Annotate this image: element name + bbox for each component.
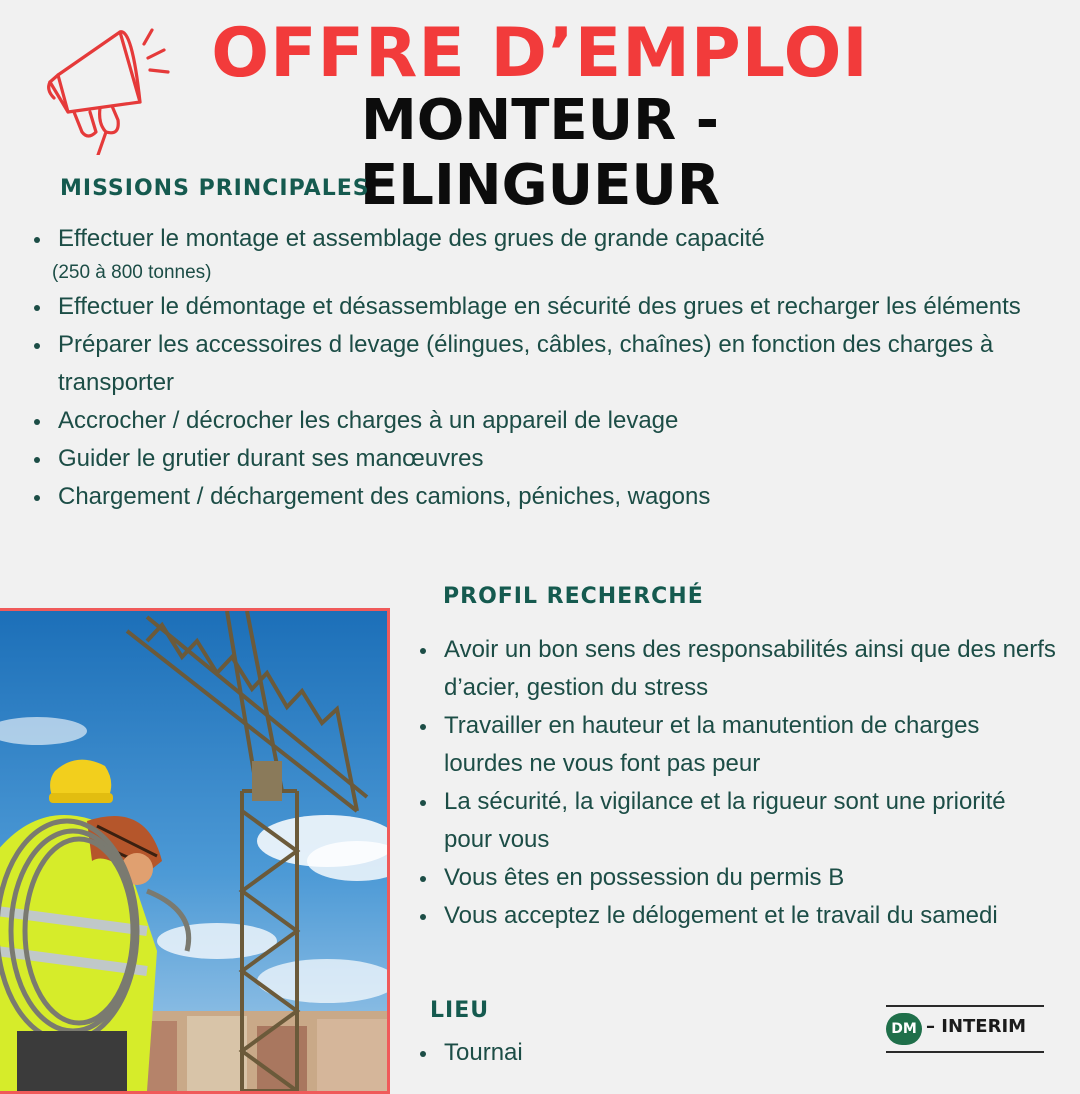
logo-name: – INTERIM <box>926 1016 1027 1037</box>
profil-item-text: Avoir un bon sens des responsabilités ainsi que des nerfs d’acier, gestion du stress <box>444 636 1056 701</box>
logo-badge: DM <box>886 1013 922 1045</box>
list-item <box>32 402 1032 440</box>
profil-item-text: Vous acceptez le délogement et le travail du samedi <box>444 902 998 929</box>
missions-list <box>32 220 1032 516</box>
job-position-title: MONTEUR - ELINGUEUR <box>360 88 720 218</box>
mission-item-text: Effectuer le démontage et désassemblage en sécurité des grues et recharger les éléments <box>58 293 1021 320</box>
list-item <box>32 478 1032 516</box>
profil-item-text: Vous êtes en possession du permis B <box>444 864 845 891</box>
job-offer-title: OFFRE D’EMPLOI <box>211 14 869 93</box>
list-item <box>418 783 1058 859</box>
profil-item-text: La sécurité, la vigilance et la rigueur sont une priorité pour vous <box>444 788 1006 853</box>
profil-list <box>418 631 1058 935</box>
logo-divider-top <box>886 1005 1044 1007</box>
mission-item-text: Chargement / déchargement des camions, péniches, wagons <box>58 483 711 510</box>
list-item <box>418 1034 718 1072</box>
capacity-note: (250 à 800 tonnes) <box>52 262 212 283</box>
list-item <box>32 326 1032 402</box>
lieu-heading: LIEU <box>430 998 490 1023</box>
location-text: Tournai <box>444 1039 523 1066</box>
logo-divider-bottom <box>886 1051 1044 1053</box>
mission-item-text: Guider le grutier durant ses manœuvres <box>58 445 484 472</box>
list-item <box>418 631 1058 707</box>
mission-item-text: Effectuer le montage et assemblage des grues de grande capacité <box>58 225 765 252</box>
crane-worker-photo <box>0 608 390 1094</box>
megaphone-icon <box>40 20 170 155</box>
mission-item-text: Accrocher / décrocher les charges à un appareil de levage <box>58 407 679 434</box>
missions-heading: MISSIONS PRINCIPALES <box>60 176 370 201</box>
list-item <box>418 897 1058 935</box>
list-item <box>32 220 1032 288</box>
list-item <box>32 288 1032 326</box>
lieu-list <box>418 1034 718 1072</box>
profil-heading: PROFIL RECHERCHÉ <box>443 584 704 609</box>
profil-item-text: Travailler en hauteur et la manutention de charges lourdes ne vous font pas peur <box>444 712 980 777</box>
list-item <box>418 707 1058 783</box>
list-item <box>418 859 1058 897</box>
dm-interim-logo <box>886 1005 1044 1053</box>
mission-item-text: Préparer les accessoires d levage (élingues, câbles, chaînes) en fonction des charges à transporter <box>58 331 994 396</box>
list-item <box>32 440 1032 478</box>
